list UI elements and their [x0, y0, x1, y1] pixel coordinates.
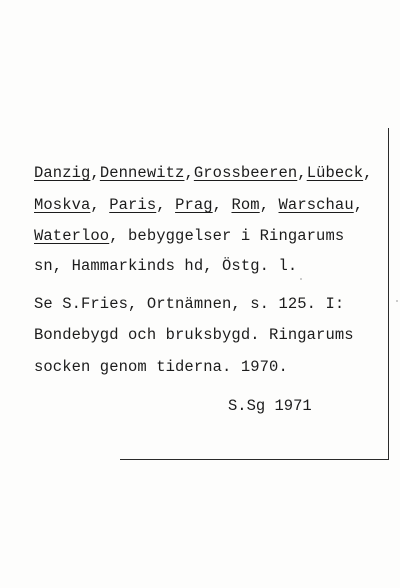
paper-speck	[300, 278, 302, 280]
place-name-lubeck: Lübeck	[306, 164, 364, 182]
description-text: bebyggelser i Ringarums	[128, 227, 345, 245]
place-name-grossbeeren: Grossbeeren	[193, 164, 298, 182]
place-names-line-2: Moskva, Paris, Prag, Rom, Warschau,	[34, 196, 364, 214]
signature-date: S.Sg 1971	[228, 397, 312, 415]
place-name-moskva: Moskva	[34, 196, 91, 214]
place-name-prag: Prag	[175, 196, 213, 214]
place-name-danzig: Danzig	[34, 164, 91, 182]
place-names-line-3: Waterloo, bebyggelser i Ringarums	[34, 227, 345, 245]
card-right-edge	[388, 128, 389, 460]
parish-district-line: sn, Hammarkinds hd, Östg. l.	[34, 257, 298, 275]
place-name-dennewitz: Dennewitz	[99, 164, 185, 182]
paper-speck	[396, 300, 398, 302]
reference-line-1: Se S.Fries, Ortnämnen, s. 125. I:	[34, 295, 345, 313]
place-name-rom: Rom	[231, 196, 260, 214]
place-names-line-1: Danzig,Dennewitz,Grossbeeren,Lübeck,	[34, 164, 373, 182]
reference-line-2: Bondebygd och bruksbygd. Ringarums	[34, 326, 354, 344]
place-name-waterloo: Waterloo	[34, 227, 110, 245]
place-name-paris: Paris	[109, 196, 157, 214]
reference-line-3: socken genom tiderna. 1970.	[34, 358, 288, 376]
place-name-warschau: Warschau	[278, 196, 354, 214]
card-bottom-edge	[120, 459, 388, 460]
